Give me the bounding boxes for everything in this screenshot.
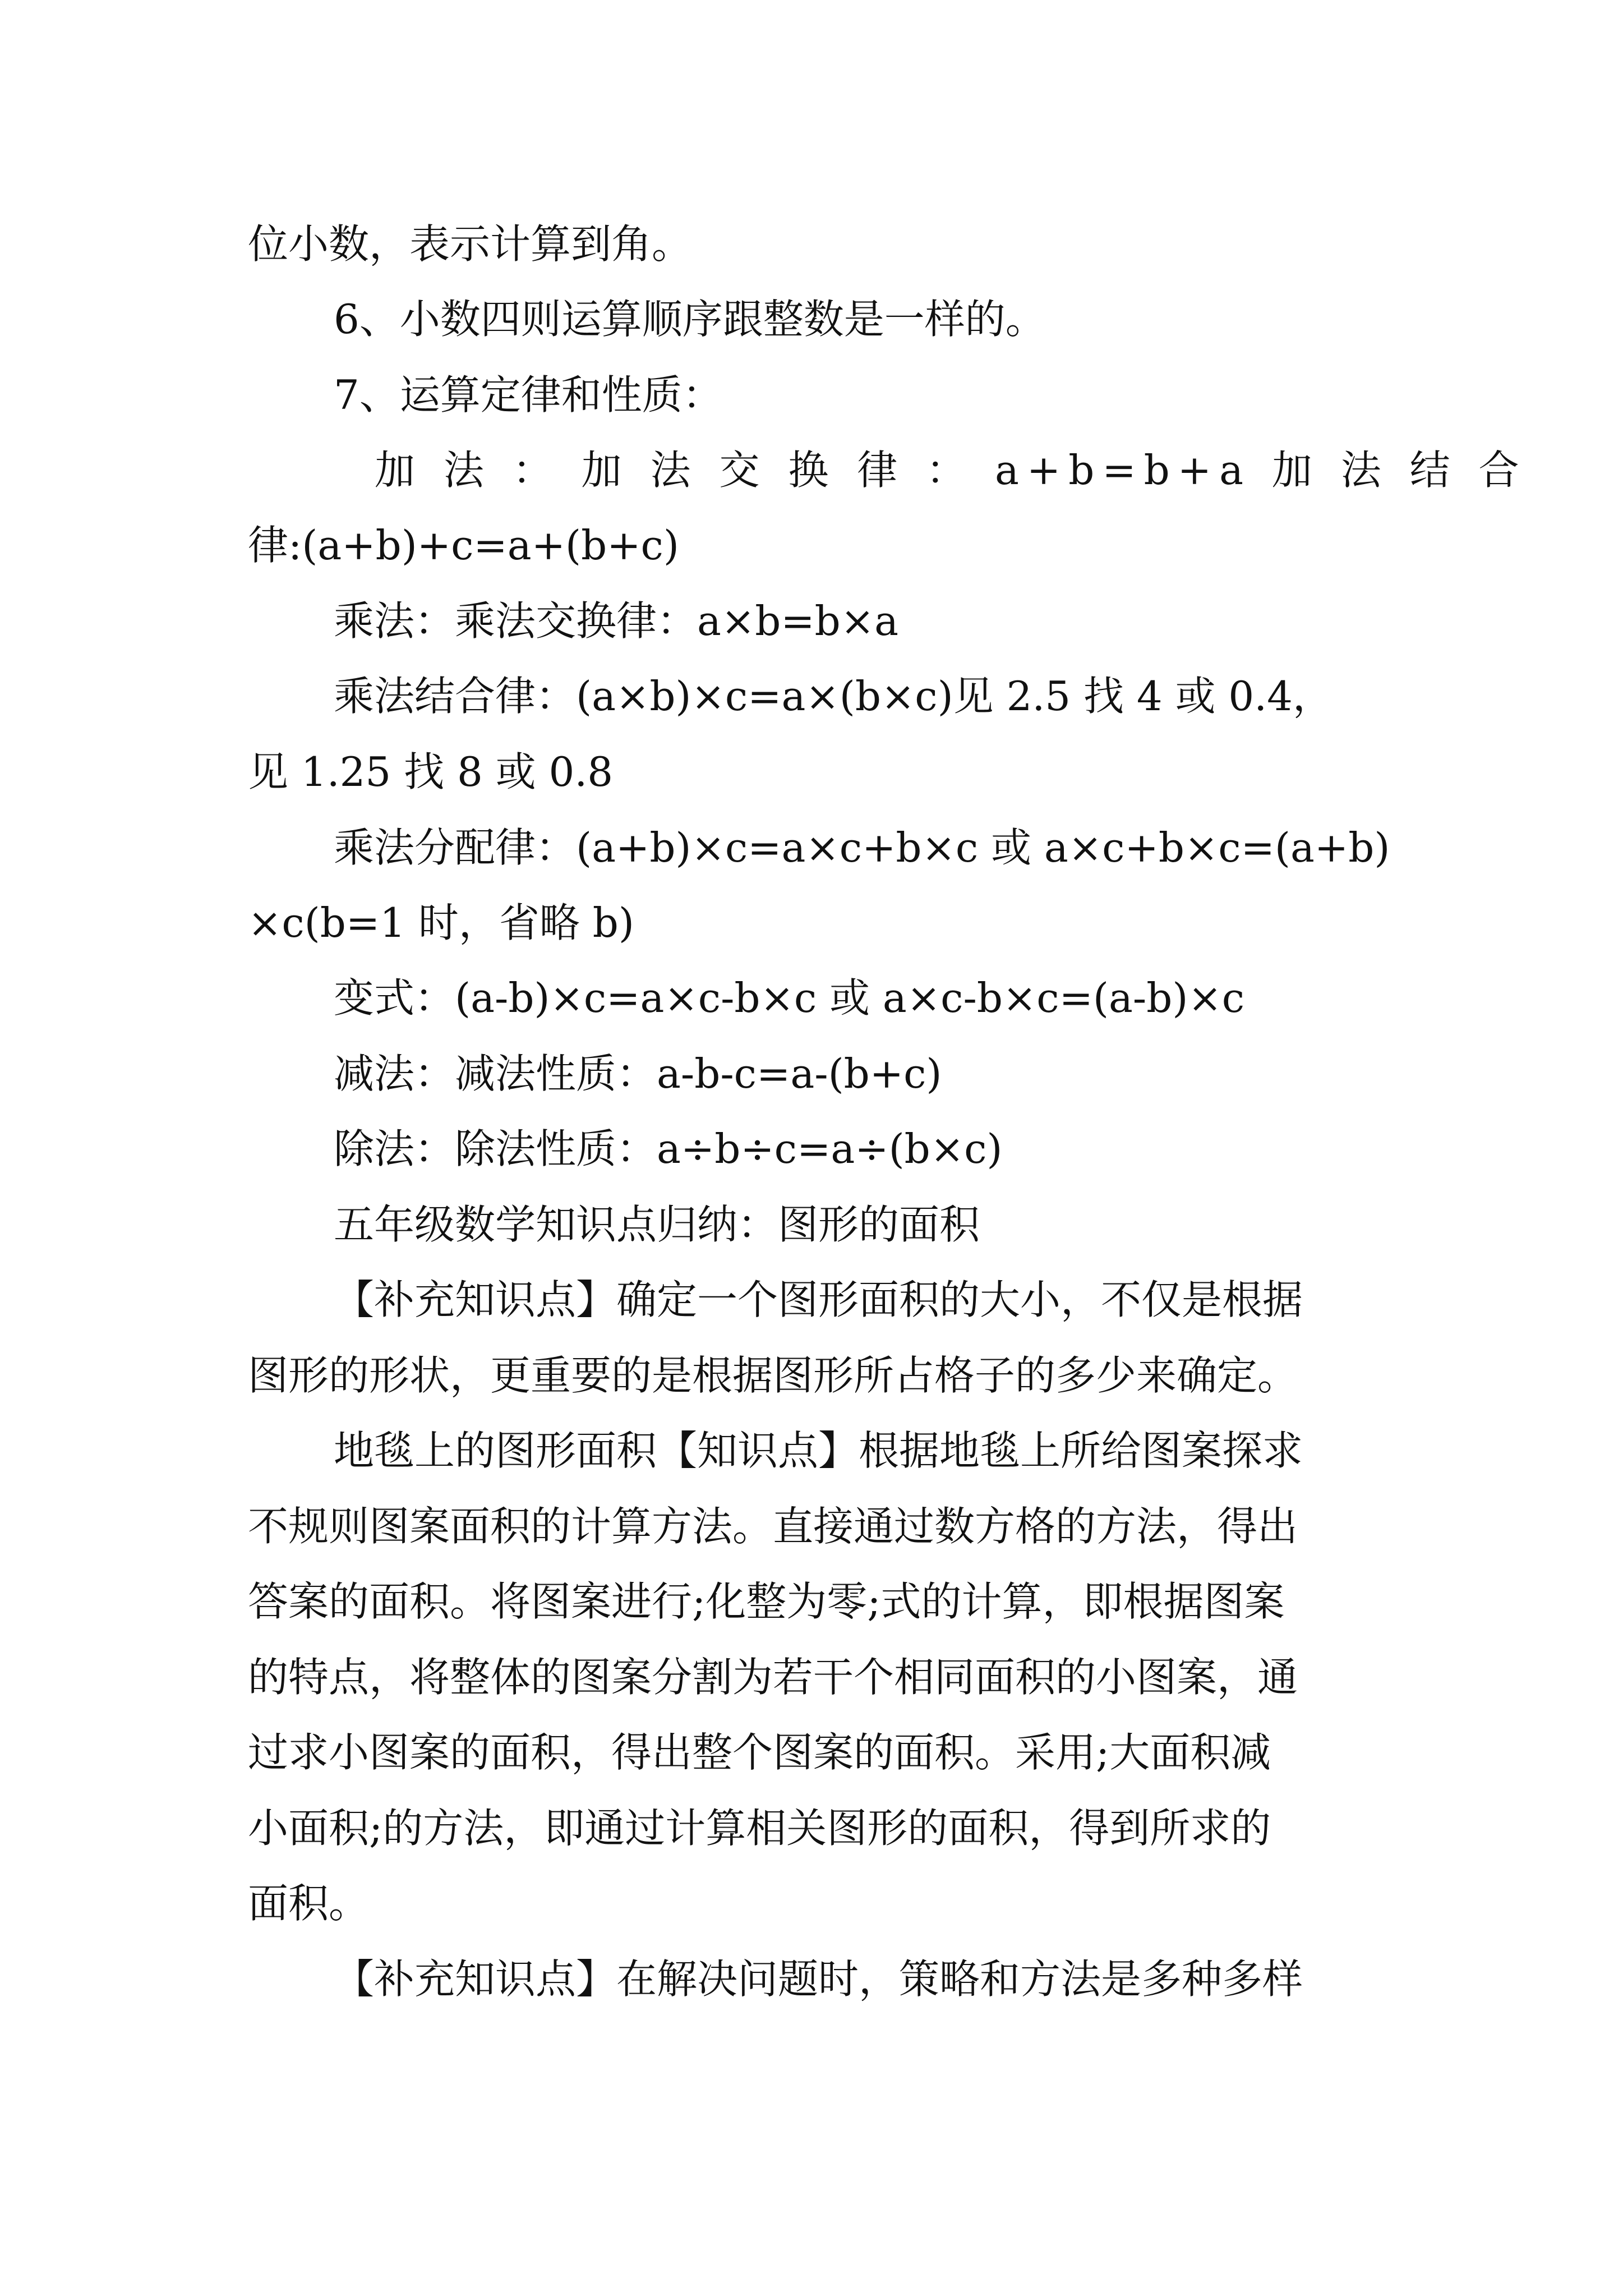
text-line [0, 738, 1623, 806]
text-line [0, 662, 1623, 730]
text-line [0, 1870, 1623, 1937]
line-text: 过求小图案的面积，得出整个图案的面积。采用;大面积减 [248, 1729, 1271, 1776]
line-text: 面积。 [248, 1880, 370, 1927]
line-text: 【补充知识点】确定一个图形面积的大小，不仅是根据 [334, 1276, 1303, 1323]
text-line [0, 1719, 1623, 1786]
line-text: 乘法：乘法交换律：a×b=b×a [334, 597, 899, 645]
text-line [0, 361, 1623, 429]
text-line [0, 889, 1623, 956]
text-line [0, 1191, 1623, 1258]
line-text: 乘法分配律：(a+b)×c=a×c+b×c 或 a×c+b×c=(a+b) [334, 824, 1390, 871]
line-text: ×c(b=1 时，省略 b) [248, 899, 634, 946]
line-text: 变式：(a-b)×c=a×c-b×c 或 a×c-b×c=(a-b)×c [334, 974, 1245, 1022]
line-text: 的特点，将整体的图案分割为若干个相同面积的小图案，通 [248, 1654, 1298, 1701]
text-line [0, 1568, 1623, 1635]
text-line [0, 1115, 1623, 1182]
text-line [0, 1945, 1623, 2013]
text-line [0, 587, 1623, 655]
text-line [0, 1417, 1623, 1484]
line-text: 加 法 ： 加 法 交 换 律 ： a+b=b+a 加 法 结 合 [375, 447, 1527, 494]
text-line [0, 1493, 1623, 1560]
line-text: 6、小数四则运算顺序跟整数是一样的。 [334, 296, 1046, 343]
text-line [0, 1266, 1623, 1333]
line-text: 五年级数学知识点归纳：图形的面积 [334, 1201, 980, 1248]
line-text: 图形的形状，更重要的是根据图形所占格子的多少来确定。 [248, 1352, 1298, 1399]
text-line [0, 512, 1623, 579]
line-text: 减法：减法性质：a-b-c=a-(b+c) [334, 1050, 942, 1097]
text-line [0, 210, 1623, 278]
line-text: 7、运算定律和性质： [334, 371, 723, 418]
text-line [0, 436, 1623, 504]
line-text: 位小数，表示计算到角。 [248, 220, 693, 268]
line-text: 小面积;的方法，即通过计算相关图形的面积，得到所求的 [248, 1805, 1271, 1852]
line-text: 【补充知识点】在解决问题时，策略和方法是多种多样 [334, 1955, 1303, 2003]
text-line [0, 286, 1623, 353]
text-line [0, 964, 1623, 1032]
line-text: 见 1.25 找 8 或 0.8 [248, 748, 614, 795]
line-text: 除法：除法性质：a÷b÷c=a÷(b×c) [334, 1125, 1003, 1172]
line-text: 地毯上的图形面积【知识点】根据地毯上所给图案探求 [334, 1427, 1303, 1474]
text-line [0, 1644, 1623, 1711]
text-line [0, 1795, 1623, 1862]
text-line [0, 814, 1623, 881]
line-text: 乘法结合律：(a×b)×c=a×(b×c)见 2.5 找 4 或 0.4， [334, 673, 1333, 720]
line-text: 答案的面积。将图案进行;化整为零;式的计算，即根据图案 [248, 1578, 1285, 1625]
text-line [0, 1040, 1623, 1107]
line-text: 不规则图案面积的计算方法。直接通过数方格的方法，得出 [248, 1503, 1298, 1550]
text-line [0, 1342, 1623, 1409]
line-text: 律:(a+b)+c=a+(b+c) [248, 522, 679, 569]
